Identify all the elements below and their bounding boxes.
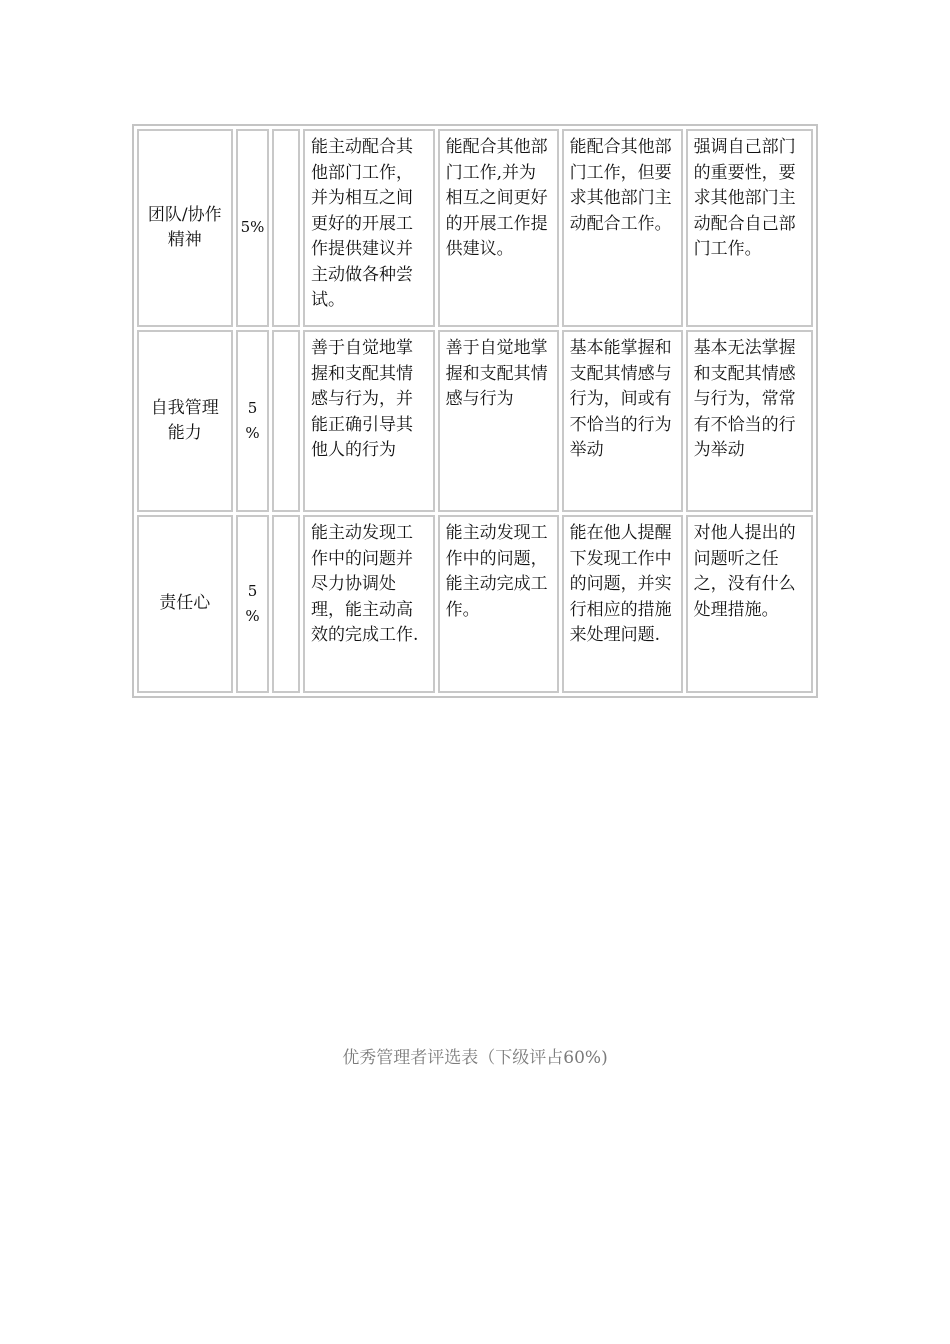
level-poor-cell: 强调自己部门的重要性，要求其他部门主动配合自己部门工作。 <box>686 129 813 327</box>
table-row-responsibility <box>137 515 813 693</box>
criterion-cell: 团队/协作精神 <box>137 129 233 327</box>
weight-cell: 5% <box>236 129 270 327</box>
level-good-cell: 能配合其他部门工作,并为相互之间更好的开展工作提供建议。 <box>438 129 559 327</box>
table-row-teamwork <box>137 129 813 327</box>
level-fair-cell: 能在他人提醒下发现工作中的问题，并实行相应的措施来处理问题. <box>562 515 683 693</box>
weight-cell: 5 % <box>236 330 270 512</box>
weight-cell: 5 % <box>236 515 270 693</box>
level-excellent-cell: 能主动发现工作中的问题并尽力协调处理，能主动高效的完成工作. <box>303 515 435 693</box>
score-cell <box>272 515 300 693</box>
score-cell <box>272 330 300 512</box>
level-good-cell: 善于自觉地掌握和支配其情感与行为 <box>438 330 559 512</box>
level-excellent-cell: 善于自觉地掌握和支配其情感与行为，并能正确引导其他人的行为 <box>303 330 435 512</box>
table-caption: 优秀管理者评选表（下级评占60%) <box>342 1048 608 1068</box>
table-row-self-management <box>137 330 813 512</box>
level-poor-cell: 对他人提出的问题听之任之，没有什么处理措施。 <box>686 515 813 693</box>
level-poor-cell: 基本无法掌握和支配其情感与行为，常常有不恰当的行为举动 <box>686 330 813 512</box>
evaluation-table <box>132 124 818 698</box>
level-fair-cell: 能配合其他部门工作，但要求其他部门主动配合工作。 <box>562 129 683 327</box>
criterion-cell: 自我管理能力 <box>137 330 233 512</box>
level-good-cell: 能主动发现工作中的问题，能主动完成工作。 <box>438 515 559 693</box>
criterion-cell: 责任心 <box>137 515 233 693</box>
level-fair-cell: 基本能掌握和支配其情感与行为，间或有不恰当的行为举动 <box>562 330 683 512</box>
score-cell <box>272 129 300 327</box>
level-excellent-cell: 能主动配合其他部门工作，并为相互之间更好的开展工作提供建议并主动做各种尝试。 <box>303 129 435 327</box>
